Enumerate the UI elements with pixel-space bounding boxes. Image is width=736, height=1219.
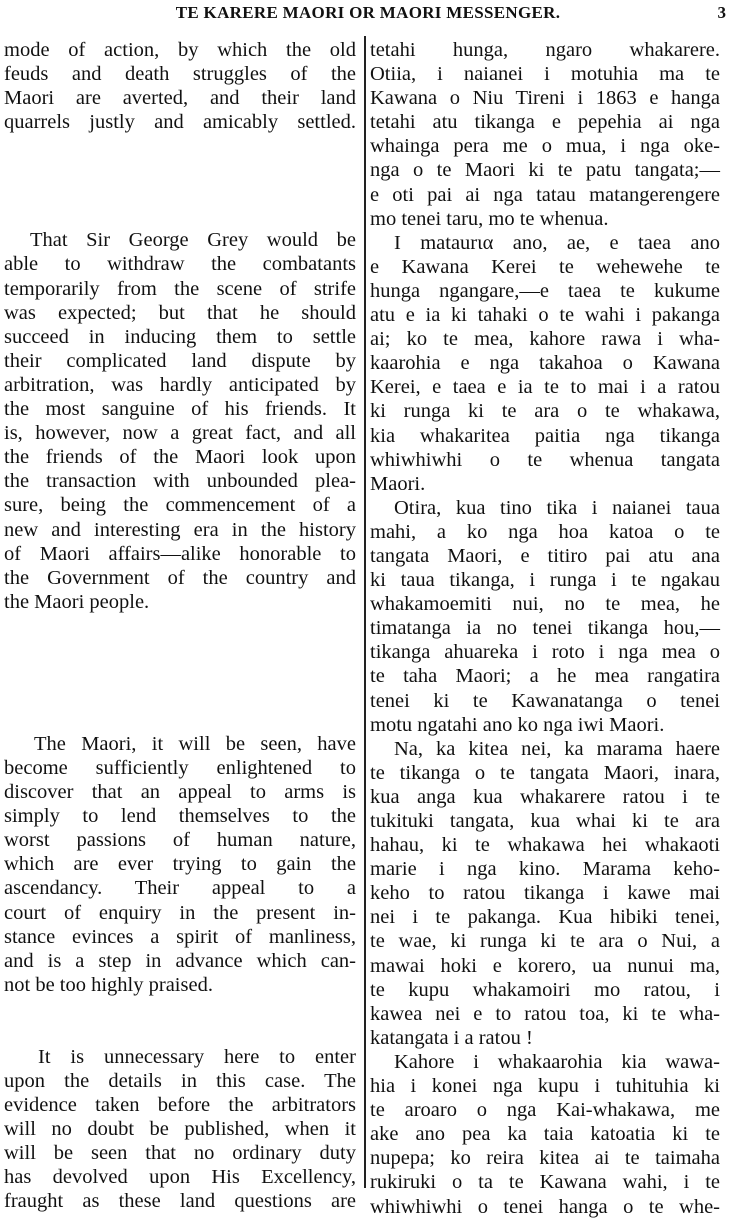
text-line: tetahi atu tikanga e pepehia ai nga bbox=[370, 111, 720, 134]
text-line: ascendancy. Their appeal to a bbox=[4, 877, 356, 900]
text-line: te aroaro o nga Kai-whakawa, me bbox=[370, 1099, 720, 1122]
newspaper-title: TE KARERE MAORI OR MAORI MESSENGER. bbox=[175, 3, 561, 22]
text-line: was expected; but that he should bbox=[4, 301, 356, 324]
text-line: whiwhiwhi o te whenua tangata bbox=[370, 448, 720, 471]
text-line: ki runga ki te ara o te whakawa, bbox=[370, 400, 720, 423]
text-line: keho to ratou tikanga i kawe mai bbox=[370, 882, 720, 905]
text-line: It is unnecessary here to enter bbox=[38, 1045, 356, 1068]
text-line: te taha Maori; a he mea rangatira bbox=[370, 665, 720, 688]
text-line: te wae, ki runga ki te ara o Nui, a bbox=[370, 930, 720, 953]
english-paragraph-2 bbox=[4, 228, 356, 614]
maori-paragraph-5 bbox=[370, 1050, 720, 1219]
text-line: whainga pera me o mua, i nga oke- bbox=[370, 135, 720, 158]
text-line: Na, ka kitea nei, ka marama haere bbox=[394, 737, 720, 760]
text-line: nei i te pakanga. Kua hibiki tenei, bbox=[370, 906, 720, 929]
text-line: fraught as these land questions are bbox=[4, 1190, 356, 1213]
text-line: able to withdraw the combatants bbox=[4, 253, 356, 276]
text-line: and is a step in advance which can- bbox=[4, 949, 356, 972]
column-divider bbox=[364, 36, 366, 1188]
maori-paragraph-3 bbox=[370, 496, 720, 737]
text-line: of Maori affairs—alike honorable to bbox=[4, 542, 356, 565]
text-line: tukituki tangata, kua whai ki te ara bbox=[370, 810, 720, 832]
text-line: kawea nei e to ratou toa, ki te wha- bbox=[370, 1002, 720, 1025]
maori-paragraph-2 bbox=[370, 231, 720, 496]
text-line: discover that an appeal to arms is bbox=[4, 781, 356, 804]
text-line: ki taua tikanga, i runga i te ngakau bbox=[370, 569, 720, 592]
text-line: quarrels justly and amicably settled. bbox=[4, 111, 356, 134]
text-line: tenei ki te Kawanatanga o tenei bbox=[370, 689, 720, 712]
text-line: the most sanguine of his friends. It bbox=[4, 398, 356, 421]
text-line: kua anga kua whakarere ratou i te bbox=[370, 785, 720, 808]
text-line: Kerei, e taea e ia te to mai i a ratou bbox=[370, 376, 720, 399]
text-line: Kawana o Niu Tireni i 1863 e hanga bbox=[370, 87, 720, 110]
text-line: new and interesting era in the history bbox=[4, 518, 356, 541]
text-line: the friends of the Maori look upon bbox=[4, 446, 356, 469]
text-line: is, however, now a great fact, and all bbox=[4, 422, 356, 445]
text-line: mawai hoki e korero, ua nunui ma, bbox=[370, 954, 720, 977]
text-line: whakamoemiti nui, no te mea, he bbox=[370, 593, 720, 616]
text-line: will no doubt be published, when it bbox=[4, 1118, 356, 1141]
text-line: I mataurια ano, ae, e taea ano bbox=[394, 231, 720, 254]
text-line: e oti pai ai nga tatau matangerengere bbox=[370, 183, 720, 206]
english-column bbox=[4, 38, 356, 1214]
text-line: stance evinces a spirit of manliness, bbox=[4, 925, 356, 948]
text-line: mahi, a ko nga hoa katoa o te bbox=[370, 520, 720, 543]
text-line: motu ngatahi ano ko nga iwi Maori. bbox=[370, 713, 665, 736]
text-line: Maori. bbox=[370, 472, 426, 495]
text-line: temporarily from the scene of strife bbox=[4, 277, 356, 300]
text-line: evidence taken before the arbitrators bbox=[4, 1094, 356, 1117]
text-line: not be too highly praised. bbox=[4, 973, 213, 996]
text-line: whiwhiwhi o tenei hanga o te whe- bbox=[370, 1195, 720, 1218]
text-line: timatanga ia no tenei tikanga hou,— bbox=[370, 617, 720, 640]
text-line: arbitration, was hardly anticipated by bbox=[4, 373, 356, 396]
text-line: the Government of the country and bbox=[4, 566, 356, 589]
text-line: nupepa; ko reira kitea ai te taimaha bbox=[370, 1147, 720, 1170]
text-line: kia whakaritea paitia nga tikanga bbox=[370, 424, 720, 447]
text-line: e Kawana Kerei te wehewehe te bbox=[370, 255, 720, 278]
text-line: hia i konei nga kupu i tuhituhia ki bbox=[370, 1075, 720, 1098]
text-line: tetahi hunga, ngaro whakarere. bbox=[370, 39, 720, 61]
text-line: succeed in inducing them to settle bbox=[4, 325, 356, 348]
text-line: Otira, kua tino tika i naianei taua bbox=[394, 496, 720, 519]
text-line: worst passions of human nature, bbox=[4, 829, 356, 852]
text-line: sure, being the commencement of a bbox=[4, 494, 356, 517]
text-line: hunga ngangare,—e taea te kukume bbox=[370, 279, 720, 302]
text-line: te kupu whakamoiri mo ratou, i bbox=[370, 978, 720, 1001]
text-line: kaarohia e nga takahoa o Kawana bbox=[370, 352, 720, 375]
text-line: That Sir George Grey would be bbox=[30, 229, 356, 252]
english-paragraph-3 bbox=[4, 732, 356, 997]
text-line: feuds and death struggles of the bbox=[4, 63, 356, 86]
text-line: become sufficiently enlightened to bbox=[4, 756, 356, 779]
text-line: tangata Maori, e titiro pai atu ana bbox=[370, 544, 720, 567]
text-line: katangata i a ratou ! bbox=[370, 1026, 533, 1049]
maori-column bbox=[370, 38, 720, 1219]
text-line: hahau, ki te whakawa hei whakaoti bbox=[370, 834, 720, 857]
text-line: their complicated land dispute by bbox=[4, 349, 356, 372]
english-paragraph-1 bbox=[4, 38, 356, 134]
text-line: has devolved upon His Excellency, bbox=[4, 1166, 356, 1189]
maori-paragraph-4 bbox=[370, 737, 720, 1050]
text-line: ai; ko te mea, kahore rawa i wha- bbox=[370, 328, 720, 351]
page-number: 3 bbox=[717, 3, 726, 22]
text-line: the transaction with unbounded plea- bbox=[4, 470, 356, 493]
text-line: nga o te Maori ki te patu tangata;— bbox=[370, 159, 720, 182]
text-line: The Maori, it will be seen, have bbox=[34, 732, 356, 755]
text-line: tikanga ahuareka i roto i nga mea o bbox=[370, 641, 720, 664]
text-line: te tikanga o te tangata Maori, inara, bbox=[370, 761, 720, 784]
text-line: will be seen that no ordinary duty bbox=[4, 1142, 356, 1165]
text-line: marie i nga kino. Marama keho- bbox=[370, 858, 720, 881]
text-line: rukiruki o ta te Kawana wahi, i te bbox=[370, 1171, 720, 1194]
text-line: the Maori people. bbox=[4, 590, 150, 613]
text-line: which are ever trying to gain the bbox=[4, 853, 356, 876]
text-line: Kahore i whakaarohia kia wawa- bbox=[394, 1050, 720, 1073]
text-line: atu e ia ki tahaki o te wahi i pakanga bbox=[370, 304, 720, 327]
text-line: court of enquiry in the present in- bbox=[4, 901, 356, 924]
text-line: simply to lend themselves to the bbox=[4, 805, 356, 828]
maori-paragraph-1 bbox=[370, 38, 720, 231]
text-line: Otiia, i naianei i motuhia ma te bbox=[370, 63, 720, 86]
text-line: mo tenei taru, mo te whenua. bbox=[370, 207, 609, 230]
english-paragraph-4 bbox=[4, 1045, 356, 1214]
page-header bbox=[0, 2, 736, 24]
text-line: Maori are averted, and their land bbox=[4, 87, 356, 110]
text-line: mode of action, by which the old bbox=[4, 39, 356, 61]
text-line: ake ano pea ka taia katoatia ki te bbox=[370, 1123, 720, 1146]
text-line: upon the details in this case. The bbox=[4, 1070, 356, 1092]
